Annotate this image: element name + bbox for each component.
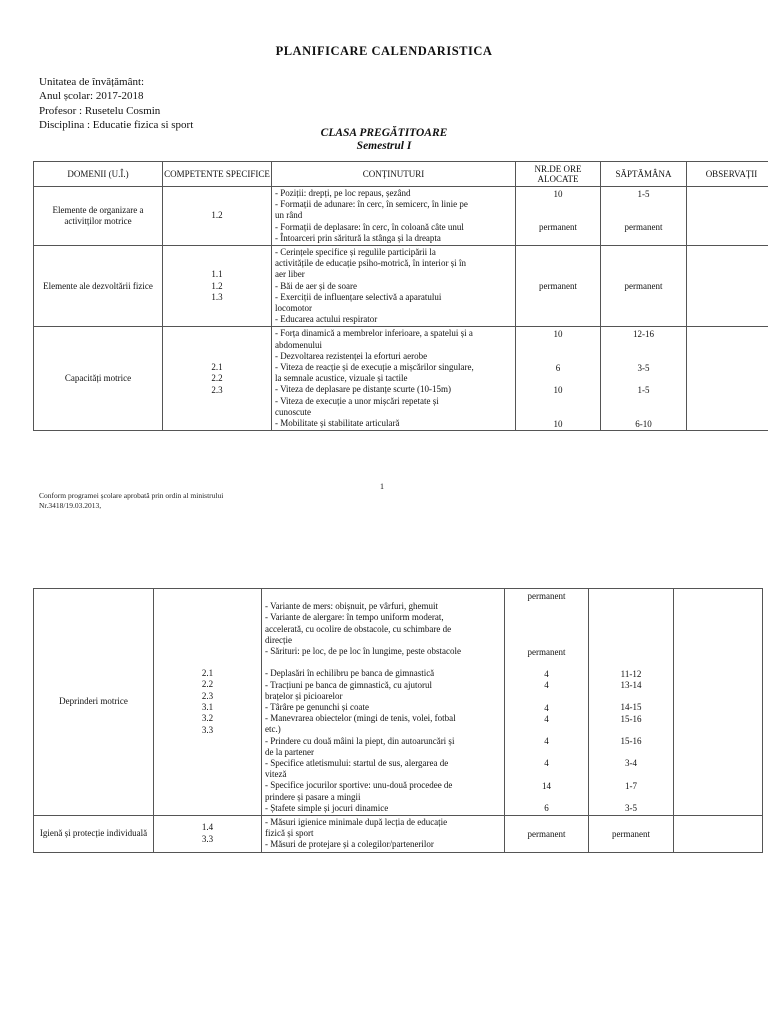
saptamana-value: 13-14 [620, 680, 642, 691]
header-saptamana: SĂPTĂMÂNA [601, 162, 687, 187]
saptamana-value [589, 635, 673, 646]
saptamana-value [589, 770, 673, 781]
continut-line: - Educarea actului respirator [275, 314, 378, 325]
cell-continuturi [272, 187, 516, 246]
header-domenii: DOMENII (U.Î.) [34, 162, 163, 187]
continut-line: - Exerciții de influențare selectivă a aparatului [275, 291, 442, 302]
continut-line: fizică și sport [265, 828, 314, 839]
ore-value: permanent [539, 222, 577, 233]
competenta-item: 1.3 [211, 291, 223, 302]
ore-value: 6 [544, 803, 549, 814]
ore-value: 4 [544, 736, 549, 747]
header-competente: COMPETENTE SPECIFICE [163, 162, 272, 187]
ore-value [516, 292, 600, 303]
continut-line: - Tracțiuni pe banca de gimnastică, cu ajutorul [265, 679, 432, 690]
ore-value: permanent [527, 590, 566, 601]
ore-value: 6 [555, 362, 561, 373]
continut-line: cunoscute [275, 406, 311, 417]
ore-value: 14 [542, 780, 551, 791]
saptamana-value [589, 725, 673, 736]
saptamana-value [601, 407, 686, 418]
class-name: CLASA PREGĂTITOARE [320, 127, 448, 139]
cell-continuturi [272, 327, 516, 431]
continut-line: - Viteza de reacție și de execuție a mișcărilor singulare, [275, 362, 474, 373]
cell-nr-ore [516, 187, 601, 246]
saptamana-value: permanent [624, 222, 663, 233]
saptamana-value [589, 647, 673, 658]
header-nr-ore: NR.DE ORE ALOCATE [516, 162, 601, 187]
continut-line: la semnale acustice, vizuale și tactile [275, 373, 408, 384]
table-row [34, 327, 768, 431]
continut-line: - Ștafete simple și jocuri dinamice [265, 802, 389, 813]
meta-anul: Anul școlar: 2017-2018 [39, 90, 144, 103]
footnote-line-1: Conform programei școlare aprobată prin ordin al ministrului [39, 491, 224, 500]
ore-value: permanent [527, 828, 566, 839]
ore-value [505, 602, 588, 613]
saptamana-value: 12-16 [633, 328, 654, 339]
ore-value [505, 792, 588, 803]
footnote-line-2: Nr.3418/19.03.2013, [39, 501, 102, 510]
cell-observatii [687, 187, 768, 246]
saptamana-value [589, 624, 673, 635]
continut-line: - Măsuri de protejare și a colegilor/partenerilor [265, 839, 434, 850]
continut-line: - Viteza de execuție a unor mișcări repetate și [275, 395, 439, 406]
saptamana-value: 3-4 [625, 758, 637, 769]
competenta-item: 2.2 [201, 679, 214, 690]
continut-line: - Manevrarea obiectelor (mingi de tenis, volei, fotbal [265, 713, 456, 724]
ore-value [516, 259, 600, 270]
ore-value: permanent [539, 281, 577, 292]
continut-line: - Specifice atletismului: startul de sus, alergarea de [265, 758, 449, 769]
saptamana-value: 1-7 [625, 780, 637, 791]
meta-disciplina: Disciplina : Educatie fizica si sport [39, 119, 194, 132]
ore-value: 4 [544, 702, 549, 713]
ore-value: 10 [553, 328, 563, 339]
ore-value [516, 396, 600, 407]
competenta-item: 3.3 [201, 833, 214, 844]
saptamana-value [601, 200, 686, 211]
continut-line: viteză [265, 769, 287, 780]
cell-observatii [687, 246, 768, 327]
saptamana-value [601, 259, 686, 270]
competenta-item: 2.2 [211, 373, 223, 384]
continut-line: - Formații de deplasare: în cerc, în coloană câte unul [275, 221, 464, 232]
cell-competente [154, 589, 262, 816]
continut-line: - Specifice jocurilor sportive: unu-două procedee de [265, 780, 453, 791]
ore-value: permanent [527, 646, 566, 657]
cell-saptamana [601, 187, 687, 246]
saptamana-value [601, 340, 686, 351]
saptamana-value: permanent [612, 828, 650, 839]
cell-saptamana [601, 327, 687, 431]
semester-name: Semestrul I [356, 140, 412, 152]
continut-line: - Prindere cu două mâini la piept, din autoaruncări și [265, 735, 455, 746]
saptamana-value [589, 747, 673, 758]
continut-line: - Sărituri: pe loc, de pe loc în lungime, peste obstacole [265, 646, 461, 656]
table-row [34, 246, 768, 327]
saptamana-value [601, 211, 686, 222]
cell-nr-ore [505, 589, 589, 816]
saptamana-value: 15-16 [620, 736, 642, 747]
competenta-item: 2.3 [201, 690, 214, 701]
document-title: PLANIFICARE CALENDARISTICA [275, 44, 493, 58]
table-row [34, 589, 763, 816]
saptamana-value: 6-10 [635, 418, 652, 429]
cell-competente [154, 816, 262, 853]
saptamana-value [601, 351, 686, 362]
continut-line: - Variante de alergare: în tempo uniform moderat, [265, 612, 444, 623]
class-heading [0, 127, 768, 153]
planning-table-page-2 [33, 588, 763, 853]
competenta-item: 1.4 [201, 822, 214, 833]
cell-observatii [687, 327, 768, 431]
ore-value [505, 658, 588, 669]
cell-competente [163, 246, 272, 327]
saptamana-value [601, 315, 686, 326]
ore-value [516, 351, 600, 362]
footnote [39, 491, 223, 511]
continut-line: - Cerințele specifice și regulile participării la [275, 247, 436, 258]
competenta-item: 3.2 [201, 713, 214, 724]
saptamana-value [589, 591, 673, 602]
ore-value [505, 613, 588, 624]
competenta-item: 2.1 [211, 361, 223, 372]
cell-domeniu: Capacități motrice [34, 327, 163, 431]
cell-domeniu: Elemente ale dezvoltării fizice [34, 246, 163, 327]
ore-value: 10 [553, 418, 563, 429]
cell-saptamana [589, 589, 674, 816]
saptamana-value [589, 818, 673, 829]
ore-value [516, 200, 600, 211]
saptamana-value: permanent [624, 281, 663, 292]
continut-line: prindere și pasare a mingii [265, 791, 361, 802]
table-header-row [34, 162, 768, 187]
continut-line: - Deplasări în echilibru pe banca de gimnastică [265, 668, 435, 679]
ore-value [505, 747, 588, 758]
document-meta [39, 75, 193, 133]
table-body-page-1 [34, 187, 768, 431]
saptamana-value: 1-5 [637, 188, 650, 199]
cell-continuturi [262, 816, 505, 853]
meta-profesor: Profesor : Rusetelu Cosmin [39, 104, 161, 117]
continut-line: un rând [275, 210, 303, 221]
continut-line: - Dezvoltarea rezistenței la eforturi aerobe [275, 350, 428, 361]
continut-line: - Măsuri igienice minimale după lecția de educație [265, 817, 448, 828]
header-observatii: OBSERVAȚII [687, 162, 768, 187]
ore-value [505, 818, 588, 829]
saptamana-value: 14-15 [620, 702, 642, 713]
planning-table-page-1 [33, 161, 768, 431]
saptamana-value [589, 613, 673, 624]
table-body-page-2 [34, 589, 763, 853]
saptamana-value [601, 292, 686, 303]
saptamana-value [601, 248, 686, 259]
continut-line [265, 590, 501, 601]
ore-value [516, 233, 600, 244]
ore-value: 4 [544, 758, 549, 769]
saptamana-value [601, 304, 686, 315]
continut-line: abdomenului [275, 339, 322, 350]
continut-line: - Forța dinamică a membrelor inferioare, a spatelui și a [275, 328, 473, 339]
continut-line: accelerată, cu ocolire de obstacole, cu schimbare de [265, 623, 452, 634]
ore-value [516, 211, 600, 222]
cell-domeniu: Deprinderi motrice [34, 589, 154, 816]
cell-nr-ore [505, 816, 589, 853]
saptamana-value: 1-5 [637, 384, 650, 395]
cell-competente [163, 187, 272, 246]
cell-nr-ore [516, 327, 601, 431]
ore-value [516, 270, 600, 281]
cell-continuturi [262, 589, 505, 816]
table-row [34, 816, 763, 853]
continut-line: aer liber [275, 269, 305, 280]
cell-competente [163, 327, 272, 431]
ore-value [505, 725, 588, 736]
saptamana-value [589, 840, 673, 851]
competenta-item: 1.2 [211, 280, 223, 291]
continut-line: - Poziții: drepți, pe loc repaus, șezând [275, 188, 411, 198]
ore-value [505, 635, 588, 646]
continut-line: - Formații de adunare: în cerc, în semicerc, în linie pe [275, 199, 468, 210]
header-continuturi: CONȚINUTURI [272, 162, 516, 187]
continut-line: - Viteza de deplasare pe distanțe scurte (10-15m) [275, 384, 451, 395]
competenta-item: 1.1 [211, 269, 223, 280]
cell-domeniu: Igienă și protecție individuală [34, 816, 154, 853]
page-number: 1 [380, 482, 384, 491]
continut-line: - Târâre pe genunchi și coate [265, 702, 370, 712]
ore-value [505, 840, 588, 851]
continut-line: activitățile de educație psiho-motrică, în interior și în [275, 258, 466, 269]
cell-saptamana [601, 246, 687, 327]
continut-line: etc.) [265, 724, 281, 735]
continut-line: - Întoarceri prin săritură la stânga și la dreapta [275, 232, 441, 243]
ore-value [516, 407, 600, 418]
saptamana-value [589, 658, 673, 669]
continut-line [265, 657, 501, 668]
competenta-item: 2.1 [201, 667, 214, 678]
saptamana-value [589, 691, 673, 702]
continut-line: - Mobilitate și stabilitate articulară [275, 418, 400, 429]
continut-line: - Băi de aer și de soare [275, 280, 357, 291]
competenta-item: 2.3 [211, 384, 223, 395]
saptamana-value [601, 396, 686, 407]
ore-value: 10 [553, 188, 563, 199]
ore-value [516, 340, 600, 351]
cell-continuturi [272, 246, 516, 327]
ore-value: 4 [544, 680, 549, 691]
saptamana-value [601, 270, 686, 281]
saptamana-value: 15-16 [620, 713, 642, 724]
ore-value: 4 [544, 713, 549, 724]
meta-unitatea: Unitatea de învățământ: [39, 76, 145, 88]
cell-nr-ore [516, 246, 601, 327]
cell-observatii [674, 816, 763, 853]
competenta-item: 3.1 [201, 702, 214, 713]
saptamana-value: 3-5 [625, 803, 637, 814]
continut-line: direcție [265, 634, 292, 645]
ore-value [516, 374, 600, 385]
ore-value: 4 [544, 668, 549, 679]
ore-value [516, 248, 600, 259]
continut-line: brațelor și picioarelor [265, 690, 343, 701]
table-row [34, 187, 768, 246]
ore-value [505, 770, 588, 781]
saptamana-value [589, 792, 673, 803]
saptamana-value [601, 233, 686, 244]
ore-value [505, 624, 588, 635]
competenta-item: 3.3 [201, 724, 214, 735]
ore-value [516, 315, 600, 326]
saptamana-value: 3-5 [637, 362, 650, 373]
continut-line: - Variante de mers: obișnuit, pe vârfuri, ghemuit [265, 601, 439, 612]
saptamana-value: 11-12 [620, 668, 642, 679]
cell-domeniu: Elemente de organizare a activitților motrice [34, 187, 163, 246]
ore-value [505, 691, 588, 702]
saptamana-value [601, 374, 686, 385]
cell-observatii [674, 589, 763, 816]
competenta-item: 1.2 [211, 210, 223, 221]
ore-value [516, 304, 600, 315]
continut-line: locomotor [275, 303, 312, 314]
cell-saptamana [589, 816, 674, 853]
saptamana-value [589, 602, 673, 613]
ore-value: 10 [553, 384, 563, 395]
continut-line: de la partener [265, 746, 314, 757]
